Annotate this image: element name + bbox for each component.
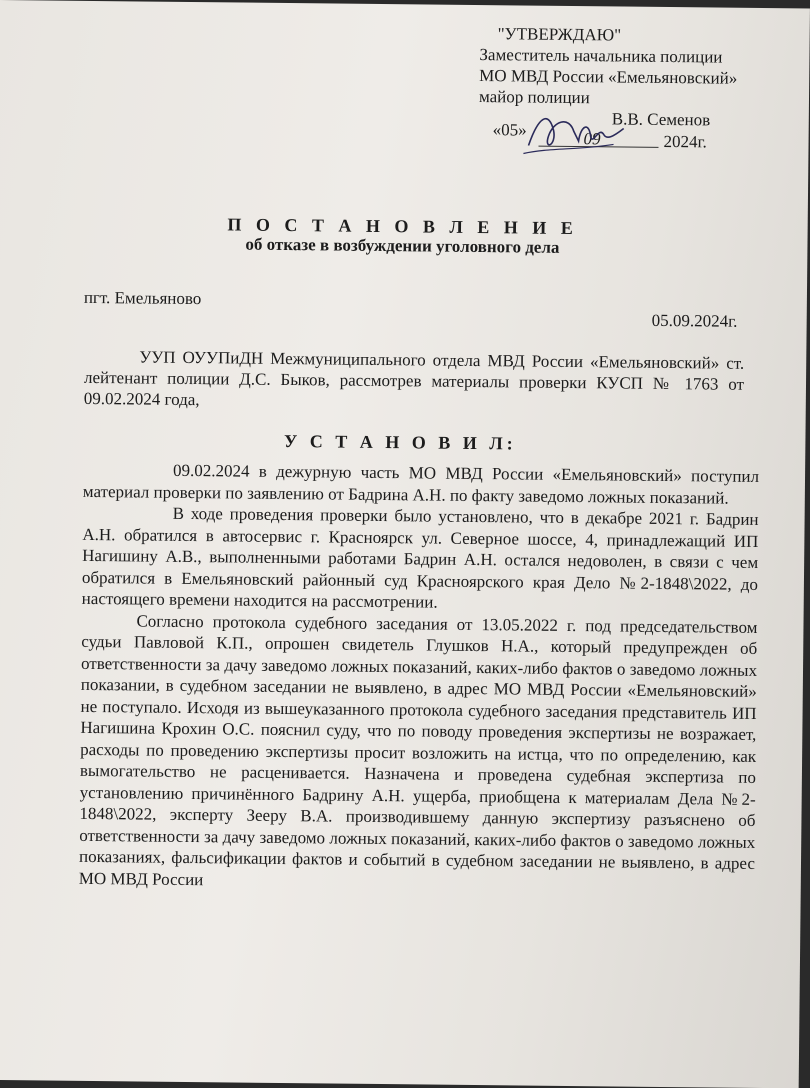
intro-block	[84, 346, 745, 416]
intro-text: УУП ОУУПиДН Межмуниципального отдела МВД России «Емельяновский» ст. лейтенант полиции Д.С. Быков, рассмотрев материалы проверки КУСП № 1763 от 09.02.2024 года,	[83, 347, 745, 410]
approval-name: В.В. Семенов	[611, 109, 711, 130]
approval-day: «05»	[492, 120, 527, 140]
approval-rank: майор полиции	[478, 87, 590, 108]
document-subtitle: об отказе в возбуждении уголовного дела	[245, 234, 560, 257]
body-text	[79, 459, 759, 896]
document-title: П О С Т А Н О В Л Е Н И Е	[227, 214, 578, 239]
paragraph-2: В ходе проведения проверки было установлено, что в декабре 2021 г. Бадрин А.Н. обратился в автосервис г. Красноярск ул. Северное шоссе, 4, принадлежащий ИП Нагишину А.В., выполненными работами Бадрин А.Н. остался недоволен, в связи с чем обратился в Емельяновский районный суд Красноярского края Дело №2-1848\2022, до настоящего времени находится на рассмотрении.	[81, 503, 759, 612]
approval-year: 2024г.	[663, 131, 707, 152]
approval-department: МО МВД России «Емельяновский»	[479, 66, 738, 88]
document-date: 05.09.2024г.	[651, 310, 738, 331]
paragraph-1: 09.02.2024 в дежурную часть МО МВД России «Емельяновский» поступил материал проверки по заявлению от Бадрина А.Н. по факту заведомо ложных показаний.	[82, 460, 760, 508]
approval-month: 09	[583, 129, 601, 149]
place: пгт. Емельяново	[83, 287, 202, 309]
approval-stamp: "УТВЕРЖДАЮ"	[497, 24, 622, 45]
established-heading: У С Т А Н О В И Л:	[283, 430, 517, 454]
handwritten-signature	[518, 105, 629, 166]
paragraph-3: Согласно протокола судебного заседания от 13.05.2022 г. под председательством судьи Павловой К.П., опрошен свидетель Глушков Н.А., который предупрежден об ответственности за дачу заведомо ложных показаний, каких-либо фактов о заведомо ложных показании, в судебном заседании не выявлено, в адрес МО МВД России «Емельяновский» не поступало. Исходя из вышеуказанного протокола судебного заседания представитель ИП Нагишина Крохин О.С. пояснил суду, что по поводу проведения экспертизы не возражает, расходы по проведению экспертизы просит возложить на истца, что по определению, как вымогательство не расценивается. Назначена и проведена судебная экспертиза по установлению причинённого Бадрину А.Н. ущерба, приобщена к материалам Дела №2-1848\2022, эксперту Зееру В.А. производившему данную экспертизу разъяснено об ответственности за дачу заведомо ложных показаний, каких-либо фактов о заведомо ложных показаниях, фальсификации фактов и событий в судебном заседании не выявлено, в адрес МО МВД России	[78, 610, 758, 889]
approval-position: Заместитель начальника полиции	[479, 45, 723, 67]
